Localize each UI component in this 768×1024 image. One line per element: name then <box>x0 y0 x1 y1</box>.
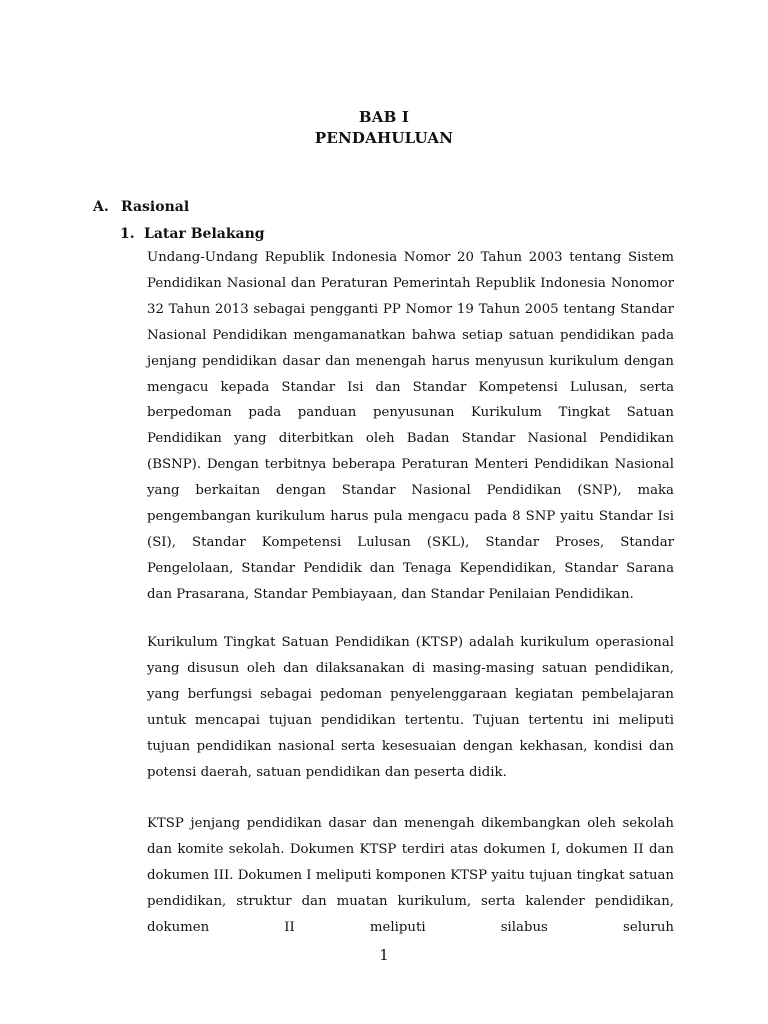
paragraph-3: KTSP jenjang pendidikan dasar dan menengah dikembangkan oleh sekolah dan komite sekolah. Dokumen KTSP terdiri atas dokumen I, dokumen II dan dokumen III. Dokumen I meliputi komponen KTSP yaitu tujuan tingkat satuan pendidikan, struktur dan muatan kurikulum, serta kalender pendidikan, dokumen II meliputi silabus seluruh <box>147 816 674 935</box>
subsection-label: 1. <box>120 226 135 242</box>
section-heading <box>93 199 189 215</box>
paragraph-2: Kurikulum Tingkat Satuan Pendidikan (KTSP) adalah kurikulum operasional yang disusun oleh dan dilaksanakan di masing-masing satuan pendidikan, yang berfungsi sebagai pedoman penyelenggaraan kegiatan pembelajaran untuk mencapai tujuan pendidikan tertentu. Tujuan tertentu ini meliputi tujuan pendidikan nasional serta kesesuaian dengan kekhasan, kondisi dan potensi daerah, satuan pendidikan dan peserta didik. <box>147 635 674 780</box>
subsection-heading <box>120 226 265 242</box>
subsection-title: Latar Belakang <box>144 226 265 242</box>
chapter-title: PENDAHULUAN <box>314 129 454 147</box>
chapter-label: BAB I <box>358 108 410 126</box>
section-label: A. <box>93 199 109 215</box>
paragraph-1: Undang-Undang Republik Indonesia Nomor 20 Tahun 2003 tentang Sistem Pendidikan Nasional dan Peraturan Pemerintah Republik Indonesia Nonomor 32 Tahun 2013 sebagai pengganti PP Nomor 19 Tahun 2005 tentang Standar Nasional Pendidikan mengamanatkan bahwa setiap satuan pendidikan pada jenjang pendidikan dasar dan menengah harus menyusun kurikulum dengan mengacu kepada Standar Isi dan Standar Kompetensi Lulusan, serta berpedoman pada panduan penyusunan Kurikulum Tingkat Satuan Pendidikan yang diterbitkan oleh Badan Standar Nasional Pendidikan (BSNP). Dengan terbitnya beberapa Peraturan Menteri Pendidikan Nasional yang berkaitan dengan Standar Nasional Pendidikan (SNP), maka pengembangan kurikulum harus pula mengacu pada 8 SNP yaitu Standar Isi (SI), Standar Kompetensi Lulusan (SKL), Standar Proses, Standar Pengelolaan, Standar Pendidik dan Tenaga Kependidikan, Standar Sarana dan Prasarana, Standar Pembiayaan, dan Standar Penilaian Pendidikan. <box>147 250 674 602</box>
section-title: Rasional <box>121 199 190 215</box>
page-number: 1 <box>379 946 389 964</box>
